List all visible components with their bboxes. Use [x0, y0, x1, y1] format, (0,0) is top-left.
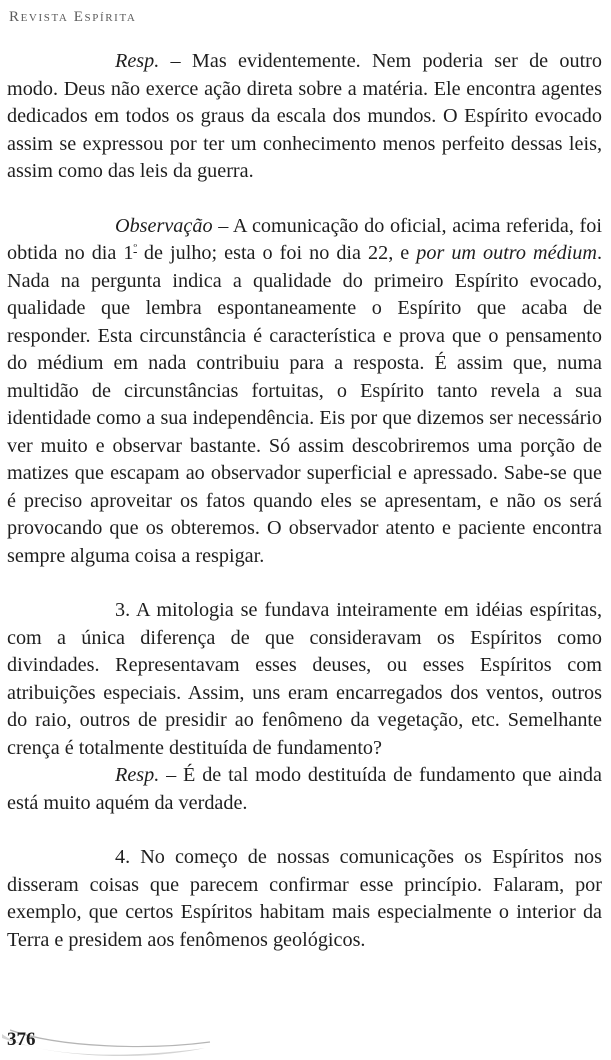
paragraph-text: – É de tal modo destituída de fundamento que ainda está muito aquém da verdade.: [7, 764, 602, 814]
ordinal-indicator: º: [133, 242, 137, 254]
observation-label: Observação: [115, 214, 213, 237]
paragraph-text: 3. A mitologia se fundava inteiramente em idéias espíritas, com a única diferença de que consideravam os Espíritos como divindades. Representavam esses deuses, ou esses Espíritos com atribuições especiais. Assim, uns eram encarregados dos ventos, outros do raio, outros de presidir ao fenômeno da vegetação, etc. Semelhante crença é totalmente destituída de fundamento?: [7, 599, 602, 759]
paragraph-text: de julho; esta o foi no dia 22, e: [136, 242, 417, 264]
answer-label: Resp.: [115, 50, 160, 72]
decorative-swoosh-icon: [0, 1026, 260, 1060]
paragraph-text: – A comunicação do oficial, acima referida, foi obtida no dia 1: [7, 214, 602, 264]
paragraph-text: – Mas evidentemente. Nem poderia ser de outro modo. Deus não exerce ação direta sobre a matéria. Ele encontra agentes dedicados em todos os graus da escala dos mundos. O Espírito evocado assim se expressou por ter um conhecimento menos perfeito dessas leis, assim como das leis da guerra.: [7, 50, 602, 182]
italic-emphasis: por um outro médium: [416, 242, 597, 264]
paragraph-observation: [7, 213, 602, 571]
paragraph-text: 4. No começo de nossas comunicações os Espíritos nos disseram coisas que parecem confirmar esse princípio. Falaram, por exemplo, que certos Espíritos habitam mais especialmente o interior da Terra e presidem aos fenômenos geológicos.: [7, 846, 602, 951]
page-number: 376: [7, 1029, 36, 1050]
paragraph-question-3: [7, 597, 602, 762]
paragraph-text: . Nada na pergunta indica a qualidade do primeiro Espírito evocado, qualidade que lembra espontaneamente o Espírito que acaba de responder. Esta circunstância é característica e prova que o pensamento do médium em nada contribuiu para a resposta. É assim que, numa multidão de circunstâncias fortuitas, o Espírito tanto revela a sua identidade como a sua independência. Eis por que dizemos ser necessário ver muito e observar bastante. Só assim descobriremos uma porção de matizes que escapam ao observador superficial e apressado. Sabe-se que é preciso aproveitar os fatos quando eles se apresentam, e não os será provocando que os obteremos. O observador atento e paciente encontra sempre alguma coisa a respigar.: [7, 242, 602, 567]
page-body: [7, 48, 602, 954]
paragraph-answer-1: [7, 48, 602, 186]
paragraph-question-4: [7, 844, 602, 954]
paragraph-answer-3: [7, 762, 602, 817]
page-footer: [0, 1026, 260, 1060]
answer-label: Resp.: [115, 764, 160, 786]
running-header: Revista Espírita: [9, 9, 137, 25]
